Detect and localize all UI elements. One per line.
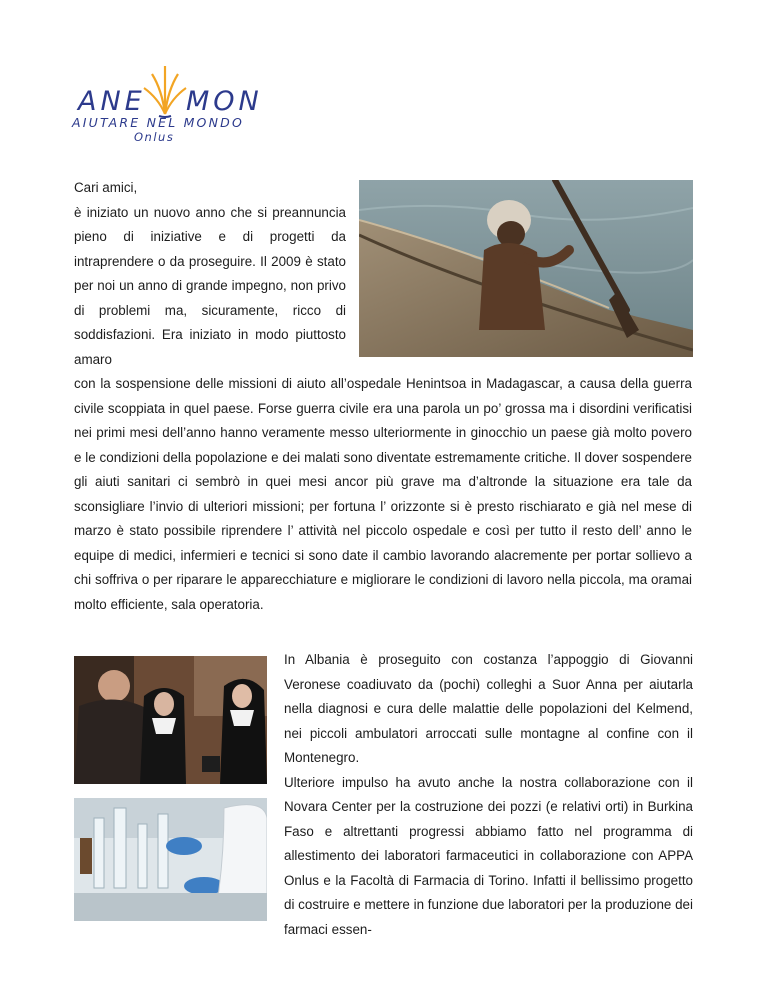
letter-intro — [74, 176, 346, 372]
photo-friar-and-nuns — [74, 656, 267, 784]
paragraph-burkina-faso: Ulteriore impulso ha avuto anche la nostra collaborazione con il Novara Center per la costruzione dei pozzi (e relativi orti) in Burkina Faso e altrettanti progressi abbiamo fatto nel programma di allestimento dei laboratori farmaceutici in collaborazione con APPA Onlus e la Facoltà di Farmacia di Torino. Infatti il bellissimo progetto di costruire e mettere in funzione due laboratori per la produzione dei farmaci essen- — [284, 774, 693, 937]
photo-laboratory-glassware — [74, 798, 267, 921]
logo-subtitle: AIUTARE NEL MONDO — [72, 115, 245, 130]
greeting: Cari amici, — [74, 180, 138, 195]
photo-boy-rowing-canoe — [359, 180, 693, 357]
paragraph-madagascar: con la sospensione delle missioni di aiuto all’ospedale Henintsoa in Madagascar, a causa della guerra civile scoppiata in quel paese. Forse guerra civile era una parola un po’ grossa ma i disordini verificatisi nei primi mesi dell’anno hanno veramente messo ulteriormente in ginocchio un paese già molto povero e le condizioni della popolazione e dei malati sono diventate estremamente critiche. Il dover sospendere gli aiuti sanitari ci sembrò in quei mesi ancor più grave ma d’altronde la situazione era tale da sconsigliare l’invio di ulteriori missioni; per fortuna l’ orizzonte si è presto rischiarato e già nel mese di marzo è stato possibile riprendere l’ attività nel piccolo ospedale e così per tutto il resto dell’ anno le equipe di medici, infermieri e tecnici si sono date il cambio lavorando alacremente per portar sollievo a chi soffriva o per riparare le apparecchiature e migliorare le condizioni di lavoro nella piccola, ma oramai molto efficiente, sala operatoria. — [74, 376, 692, 612]
paragraph-albania: In Albania è proseguito con costanza l’appoggio di Giovanni Veronese coadiuvato da (pochi) colleghi a Suor Anna per aiutarla nella diagnosi e cura delle malattie delle popolazioni del Kelmend, nei piccoli ambulatori arroccati sulle montagne al confine con il Montenegro. — [284, 652, 693, 765]
logo-word-right: MON — [186, 86, 263, 117]
paragraph-intro: è iniziato un nuovo anno che si preannuncia pieno di iniziative e di progetti da intraprendere o da proseguire. Il 2009 è stato per noi un anno di grande impegno, non privo di problemi ma, sicuramente, ricco di soddisfazioni. Era iniziato in modo piuttosto amaro — [74, 204, 346, 367]
logo — [70, 60, 263, 150]
logo-word-left: ANE — [78, 86, 146, 117]
letter-right-column — [284, 648, 693, 942]
logo-onlus: Onlus — [134, 130, 175, 144]
